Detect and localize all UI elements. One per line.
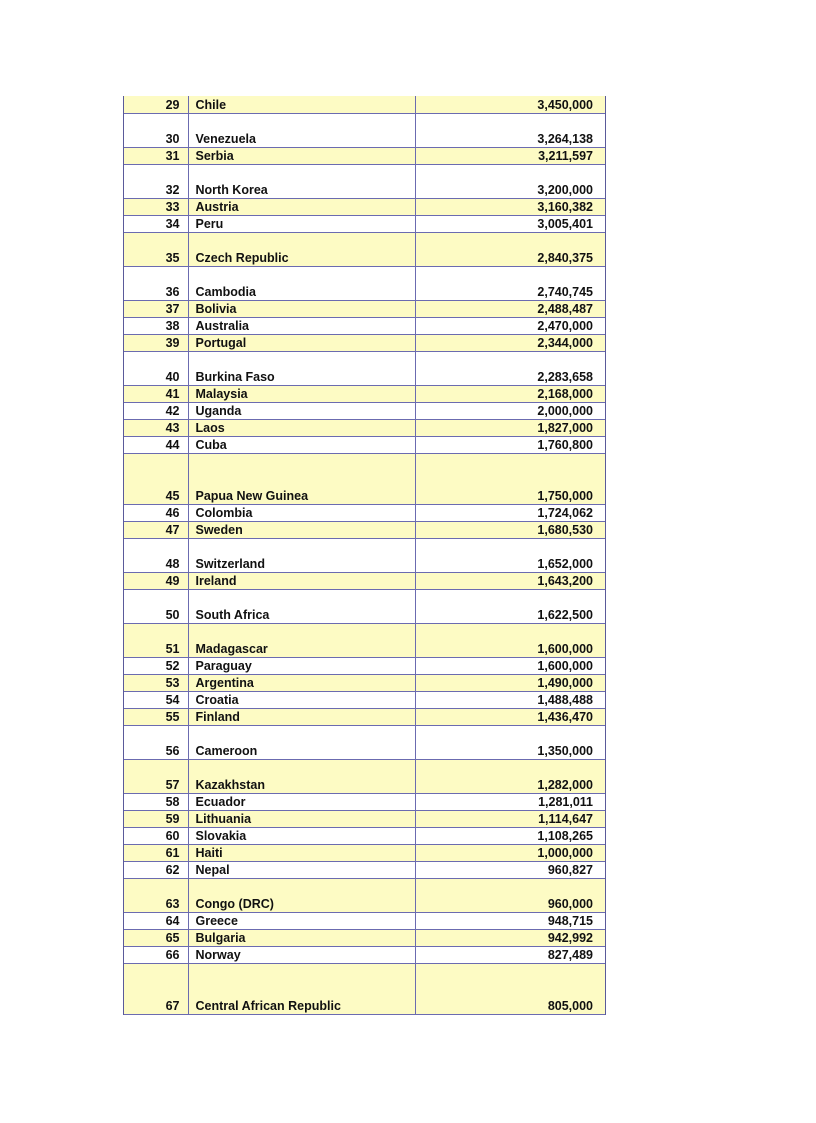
rank-cell: 48	[124, 538, 188, 572]
rank-cell: 55	[124, 708, 188, 725]
table-row	[124, 419, 605, 436]
country-cell: North Korea	[188, 164, 415, 198]
value-cell: 942,992	[415, 929, 605, 946]
country-cell: Czech Republic	[188, 232, 415, 266]
rank-cell: 30	[124, 113, 188, 147]
value-cell: 1,724,062	[415, 504, 605, 521]
rank-cell: 56	[124, 725, 188, 759]
rank-cell: 33	[124, 198, 188, 215]
table-row	[124, 572, 605, 589]
country-cell: Slovakia	[188, 827, 415, 844]
country-cell: Venezuela	[188, 113, 415, 147]
value-cell: 3,160,382	[415, 198, 605, 215]
table-row	[124, 589, 605, 623]
rank-cell: 31	[124, 147, 188, 164]
table-row	[124, 725, 605, 759]
country-cell: Sweden	[188, 521, 415, 538]
country-cell: Colombia	[188, 504, 415, 521]
table-row	[124, 674, 605, 691]
value-cell: 3,200,000	[415, 164, 605, 198]
rank-cell: 53	[124, 674, 188, 691]
value-cell: 1,652,000	[415, 538, 605, 572]
value-cell: 1,488,488	[415, 691, 605, 708]
country-cell: Uganda	[188, 402, 415, 419]
table-row	[124, 793, 605, 810]
country-cell: Switzerland	[188, 538, 415, 572]
table-row	[124, 521, 605, 538]
value-cell: 2,168,000	[415, 385, 605, 402]
table-row	[124, 708, 605, 725]
rank-cell: 61	[124, 844, 188, 861]
data-table-sheet	[123, 96, 606, 1015]
rank-cell: 63	[124, 878, 188, 912]
table-row	[124, 147, 605, 164]
table-row	[124, 266, 605, 300]
table-row	[124, 215, 605, 232]
value-cell: 1,827,000	[415, 419, 605, 436]
country-cell: Peru	[188, 215, 415, 232]
country-cell: Argentina	[188, 674, 415, 691]
value-cell: 1,114,647	[415, 810, 605, 827]
value-cell: 960,827	[415, 861, 605, 878]
table-row	[124, 317, 605, 334]
country-cell: Australia	[188, 317, 415, 334]
country-cell: Portugal	[188, 334, 415, 351]
rank-cell: 35	[124, 232, 188, 266]
country-cell: Lithuania	[188, 810, 415, 827]
value-cell: 827,489	[415, 946, 605, 963]
rank-cell: 64	[124, 912, 188, 929]
table-row	[124, 657, 605, 674]
rank-cell: 54	[124, 691, 188, 708]
rank-cell: 57	[124, 759, 188, 793]
value-cell: 3,264,138	[415, 113, 605, 147]
table-row	[124, 96, 605, 113]
value-cell: 1,282,000	[415, 759, 605, 793]
rank-cell: 60	[124, 827, 188, 844]
value-cell: 2,840,375	[415, 232, 605, 266]
country-cell: Chile	[188, 96, 415, 113]
rank-cell: 38	[124, 317, 188, 334]
country-cell: Nepal	[188, 861, 415, 878]
value-cell: 2,740,745	[415, 266, 605, 300]
table-row	[124, 810, 605, 827]
table-row	[124, 963, 605, 1014]
value-cell: 1,622,500	[415, 589, 605, 623]
rank-cell: 41	[124, 385, 188, 402]
table-row	[124, 623, 605, 657]
country-cell: Serbia	[188, 147, 415, 164]
table-body	[124, 96, 605, 1014]
country-cell: Cameroon	[188, 725, 415, 759]
country-cell: Ecuador	[188, 793, 415, 810]
value-cell: 1,643,200	[415, 572, 605, 589]
value-cell: 960,000	[415, 878, 605, 912]
value-cell: 2,470,000	[415, 317, 605, 334]
table-row	[124, 504, 605, 521]
table-row	[124, 351, 605, 385]
value-cell: 1,680,530	[415, 521, 605, 538]
value-cell: 1,600,000	[415, 623, 605, 657]
rank-cell: 32	[124, 164, 188, 198]
rank-cell: 34	[124, 215, 188, 232]
rank-cell: 51	[124, 623, 188, 657]
table-row	[124, 691, 605, 708]
value-cell: 1,000,000	[415, 844, 605, 861]
table-row	[124, 453, 605, 504]
rank-cell: 29	[124, 96, 188, 113]
rank-cell: 58	[124, 793, 188, 810]
country-cell: Central African Republic	[188, 963, 415, 1014]
table-row	[124, 300, 605, 317]
value-cell: 3,450,000	[415, 96, 605, 113]
table-row	[124, 436, 605, 453]
value-cell: 1,436,470	[415, 708, 605, 725]
rank-cell: 47	[124, 521, 188, 538]
table-row	[124, 198, 605, 215]
rank-cell: 59	[124, 810, 188, 827]
table-row	[124, 113, 605, 147]
value-cell: 1,600,000	[415, 657, 605, 674]
country-cell: Burkina Faso	[188, 351, 415, 385]
table-row	[124, 759, 605, 793]
rank-cell: 67	[124, 963, 188, 1014]
rank-cell: 40	[124, 351, 188, 385]
value-cell: 805,000	[415, 963, 605, 1014]
table-row	[124, 538, 605, 572]
value-cell: 1,350,000	[415, 725, 605, 759]
rank-cell: 36	[124, 266, 188, 300]
rank-cell: 37	[124, 300, 188, 317]
value-cell: 3,005,401	[415, 215, 605, 232]
value-cell: 2,488,487	[415, 300, 605, 317]
rank-cell: 49	[124, 572, 188, 589]
country-cell: Haiti	[188, 844, 415, 861]
value-cell: 2,283,658	[415, 351, 605, 385]
value-cell: 3,211,597	[415, 147, 605, 164]
country-cell: Ireland	[188, 572, 415, 589]
country-cell: Congo (DRC)	[188, 878, 415, 912]
value-cell: 1,281,011	[415, 793, 605, 810]
value-cell: 2,344,000	[415, 334, 605, 351]
value-cell: 948,715	[415, 912, 605, 929]
country-cell: Finland	[188, 708, 415, 725]
country-cell: Paraguay	[188, 657, 415, 674]
country-ranking-table	[124, 96, 605, 1015]
rank-cell: 66	[124, 946, 188, 963]
rank-cell: 43	[124, 419, 188, 436]
value-cell: 1,760,800	[415, 436, 605, 453]
country-cell: Papua New Guinea	[188, 453, 415, 504]
country-cell: Malaysia	[188, 385, 415, 402]
table-row	[124, 334, 605, 351]
table-row	[124, 946, 605, 963]
value-cell: 2,000,000	[415, 402, 605, 419]
rank-cell: 44	[124, 436, 188, 453]
table-row	[124, 861, 605, 878]
table-row	[124, 878, 605, 912]
table-row	[124, 844, 605, 861]
value-cell: 1,490,000	[415, 674, 605, 691]
table-row	[124, 929, 605, 946]
country-cell: Greece	[188, 912, 415, 929]
country-cell: Madagascar	[188, 623, 415, 657]
country-cell: Croatia	[188, 691, 415, 708]
value-cell: 1,750,000	[415, 453, 605, 504]
country-cell: Norway	[188, 946, 415, 963]
country-cell: Kazakhstan	[188, 759, 415, 793]
country-cell: South Africa	[188, 589, 415, 623]
rank-cell: 50	[124, 589, 188, 623]
rank-cell: 62	[124, 861, 188, 878]
rank-cell: 42	[124, 402, 188, 419]
table-row	[124, 164, 605, 198]
table-row	[124, 232, 605, 266]
value-cell: 1,108,265	[415, 827, 605, 844]
table-row	[124, 912, 605, 929]
country-cell: Laos	[188, 419, 415, 436]
country-cell: Bolivia	[188, 300, 415, 317]
rank-cell: 45	[124, 453, 188, 504]
rank-cell: 46	[124, 504, 188, 521]
country-cell: Cambodia	[188, 266, 415, 300]
country-cell: Cuba	[188, 436, 415, 453]
table-row	[124, 827, 605, 844]
rank-cell: 65	[124, 929, 188, 946]
rank-cell: 39	[124, 334, 188, 351]
rank-cell: 52	[124, 657, 188, 674]
country-cell: Bulgaria	[188, 929, 415, 946]
table-row	[124, 402, 605, 419]
country-cell: Austria	[188, 198, 415, 215]
table-row	[124, 385, 605, 402]
